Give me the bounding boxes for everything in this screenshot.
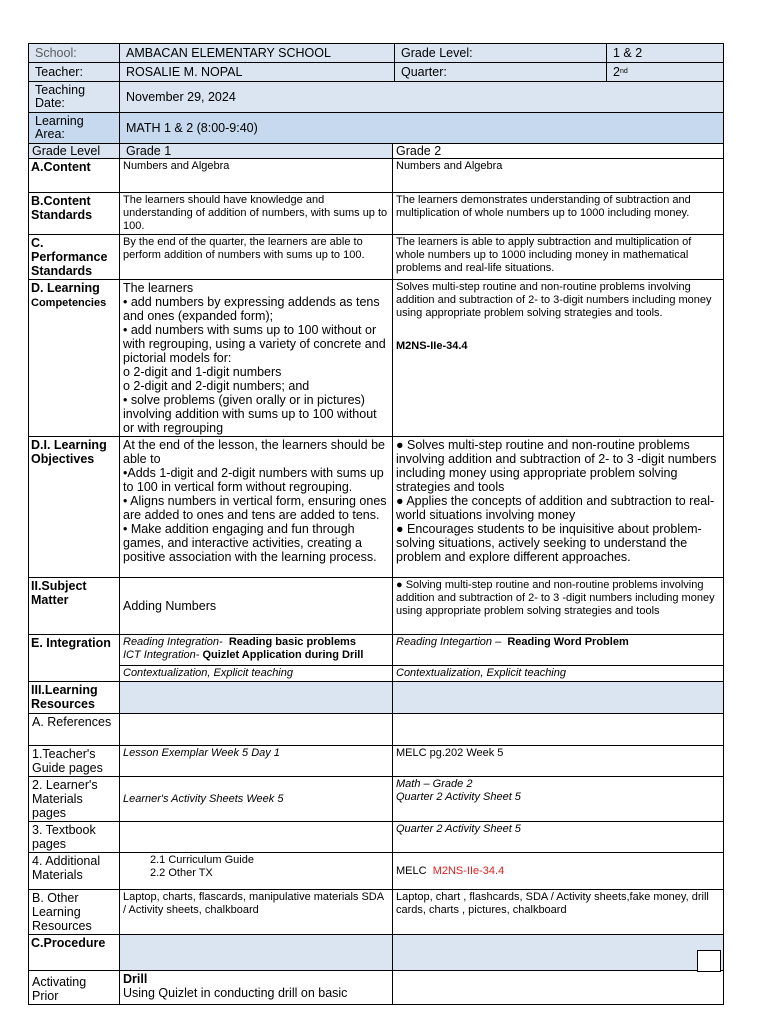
grade-level-label: Grade Level: [395, 44, 607, 63]
integration-label: E. Integration [29, 635, 120, 682]
teachers-guide-g2: MELC pg.202 Week 5 [393, 746, 724, 777]
lesson-plan [28, 43, 723, 1005]
approach-g2: Contextualization, Explicit teaching [393, 666, 724, 682]
learning-resources-g1 [120, 682, 393, 714]
grade-level-row-label: Grade Level [29, 144, 120, 159]
competencies-g1: The learners • add numbers by expressing addends as tens and ones (expanded form); • add numbers with sums up to 100 without or with regrouping, using a variety of concrete and pictorial models for: o 2-digit and 1-digit numbers o 2-digit and 2-digit numbers; and • solve problems (given orally or in pictures) involving addition with sums up to 100 without or with regrouping [120, 280, 393, 437]
grade-level-value: 1 & 2 [607, 44, 724, 63]
performance-standards-label: C. Performance Standards [29, 235, 120, 280]
approach-g1: Contextualization, Explicit teaching [120, 666, 393, 682]
performance-standards-g1: By the end of the quarter, the learners are able to perform addition of numbers with sums up to 100. [120, 235, 393, 280]
subject-matter-label: II.Subject Matter [29, 578, 120, 635]
teaching-date-value: November 29, 2024 [120, 82, 724, 113]
competencies-g2: Solves multi-step routine and non-routine problems involving addition and subtraction of 2- to 3-digit numbers including money using appropriate problem solving strategies and tools. M2NS-IIe-34.4 [393, 280, 724, 437]
content-g1: Numbers and Algebra [120, 159, 393, 193]
integration-g1: Reading Integration- Reading basic problems ICT Integration- Quizlet Application during Drill [120, 635, 393, 666]
references-g2 [393, 714, 724, 746]
teachers-guide-g1: Lesson Exemplar Week 5 Day 1 [120, 746, 393, 777]
content-standards-g2: The learners demonstrates understanding of subtraction and multiplication of whole numbers up to 1000 including money. [393, 193, 724, 235]
procedure-g1 [120, 935, 393, 971]
school-label: School: [29, 44, 120, 63]
other-resources-g1: Laptop, charts, flascards, manipulative materials SDA / Activity sheets, chalkboard [120, 890, 393, 935]
learning-resources-g2 [393, 682, 724, 714]
additional-g1: 2.1 Curriculum Guide 2.2 Other TX [120, 853, 393, 890]
textbook-label: 3. Textbook pages [29, 822, 120, 853]
learning-area-value: MATH 1 & 2 (8:00-9:40) [120, 113, 724, 144]
learners-materials-g2: Math – Grade 2 Quarter 2 Activity Sheet 5 [393, 777, 724, 822]
activating-g2 [393, 971, 724, 1005]
textbook-g1 [120, 822, 393, 853]
activating-g1: Drill Using Quizlet in conducting drill on basic [120, 971, 393, 1005]
grade2-header: Grade 2 [393, 144, 724, 159]
procedure-label: C.Procedure [29, 935, 120, 971]
other-resources-g2: Laptop, chart , flashcards, SDA / Activity sheets,fake money, drill cards, charts , pictures, chalkboard [393, 890, 724, 935]
content-standards-g1: The learners should have knowledge and understanding of addition of numbers, with sums up to 100. [120, 193, 393, 235]
objectives-label: D.I. Learning Objectives [29, 437, 120, 578]
references-g1 [120, 714, 393, 746]
learners-materials-g1: Learner's Activity Sheets Week 5 [120, 777, 393, 822]
teacher-value: ROSALIE M. NOPAL [120, 63, 395, 82]
objectives-g1: At the end of the lesson, the learners should be able to •Adds 1-digit and 2-digit numbers with sums up to 100 in vertical form without regrouping. • Aligns numbers in vertical form, ensuring ones are added to ones and tens are added to tens. • Make addition engaging and fun through games, and interactive activities, creating a positive association with the learning process. [120, 437, 393, 578]
content-standards-label: B.Content Standards [29, 193, 120, 235]
school-value: AMBACAN ELEMENTARY SCHOOL [120, 44, 395, 63]
checkbox[interactable] [697, 950, 721, 972]
activating-label: Activating Prior [29, 971, 120, 1005]
lesson-table [28, 143, 724, 1005]
performance-standards-g2: The learners is able to apply subtraction and multiplication of whole numbers up to 1000 including money in mathematical problems and real-life situations. [393, 235, 724, 280]
objectives-g2: ● Solves multi-step routine and non-routine problems involving addition and subtraction of 2- to 3 -digit numbers including money using appropriate problem solving strategies and tools ● Applies the concepts of addition and subtraction to real-world situations involving money ● Encourages students to be inquisitive about problem-solving situations, actively seeking to understand the problem and explore different approaches. [393, 437, 724, 578]
competency-code: M2NS-IIe-34.4 [396, 340, 468, 352]
learners-materials-label: 2. Learner's Materials pages [29, 777, 120, 822]
content-g2: Numbers and Algebra [393, 159, 724, 193]
teacher-label: Teacher: [29, 63, 120, 82]
procedure-g2 [393, 935, 724, 971]
learning-resources-label: III.Learning Resources [29, 682, 120, 714]
quarter-label: Quarter: [395, 63, 607, 82]
other-resources-label: B. Other Learning Resources [29, 890, 120, 935]
additional-g2: MELC M2NS-IIe-34.4 [393, 853, 724, 890]
quarter-value: 2nd [607, 63, 724, 82]
competencies-label: D. Learning Competencies [29, 280, 120, 437]
teaching-date-label: Teaching Date: [29, 82, 120, 113]
integration-g2: Reading Integartion – Reading Word Problem [393, 635, 724, 666]
additional-label: 4. Additional Materials [29, 853, 120, 890]
grade1-header: Grade 1 [120, 144, 393, 159]
references-label: A. References [29, 714, 120, 746]
header-table [28, 43, 724, 144]
learning-area-label: Learning Area: [29, 113, 120, 144]
content-label: A.Content [29, 159, 120, 193]
teachers-guide-label: 1.Teacher's Guide pages [29, 746, 120, 777]
subject-matter-g2: ● Solving multi-step routine and non-routine problems involving addition and subtraction of 2- to 3 -digit numbers including money using appropriate problem solving strategies and tools [393, 578, 724, 635]
subject-matter-g1: Adding Numbers [120, 578, 393, 635]
textbook-g2: Quarter 2 Activity Sheet 5 [393, 822, 724, 853]
